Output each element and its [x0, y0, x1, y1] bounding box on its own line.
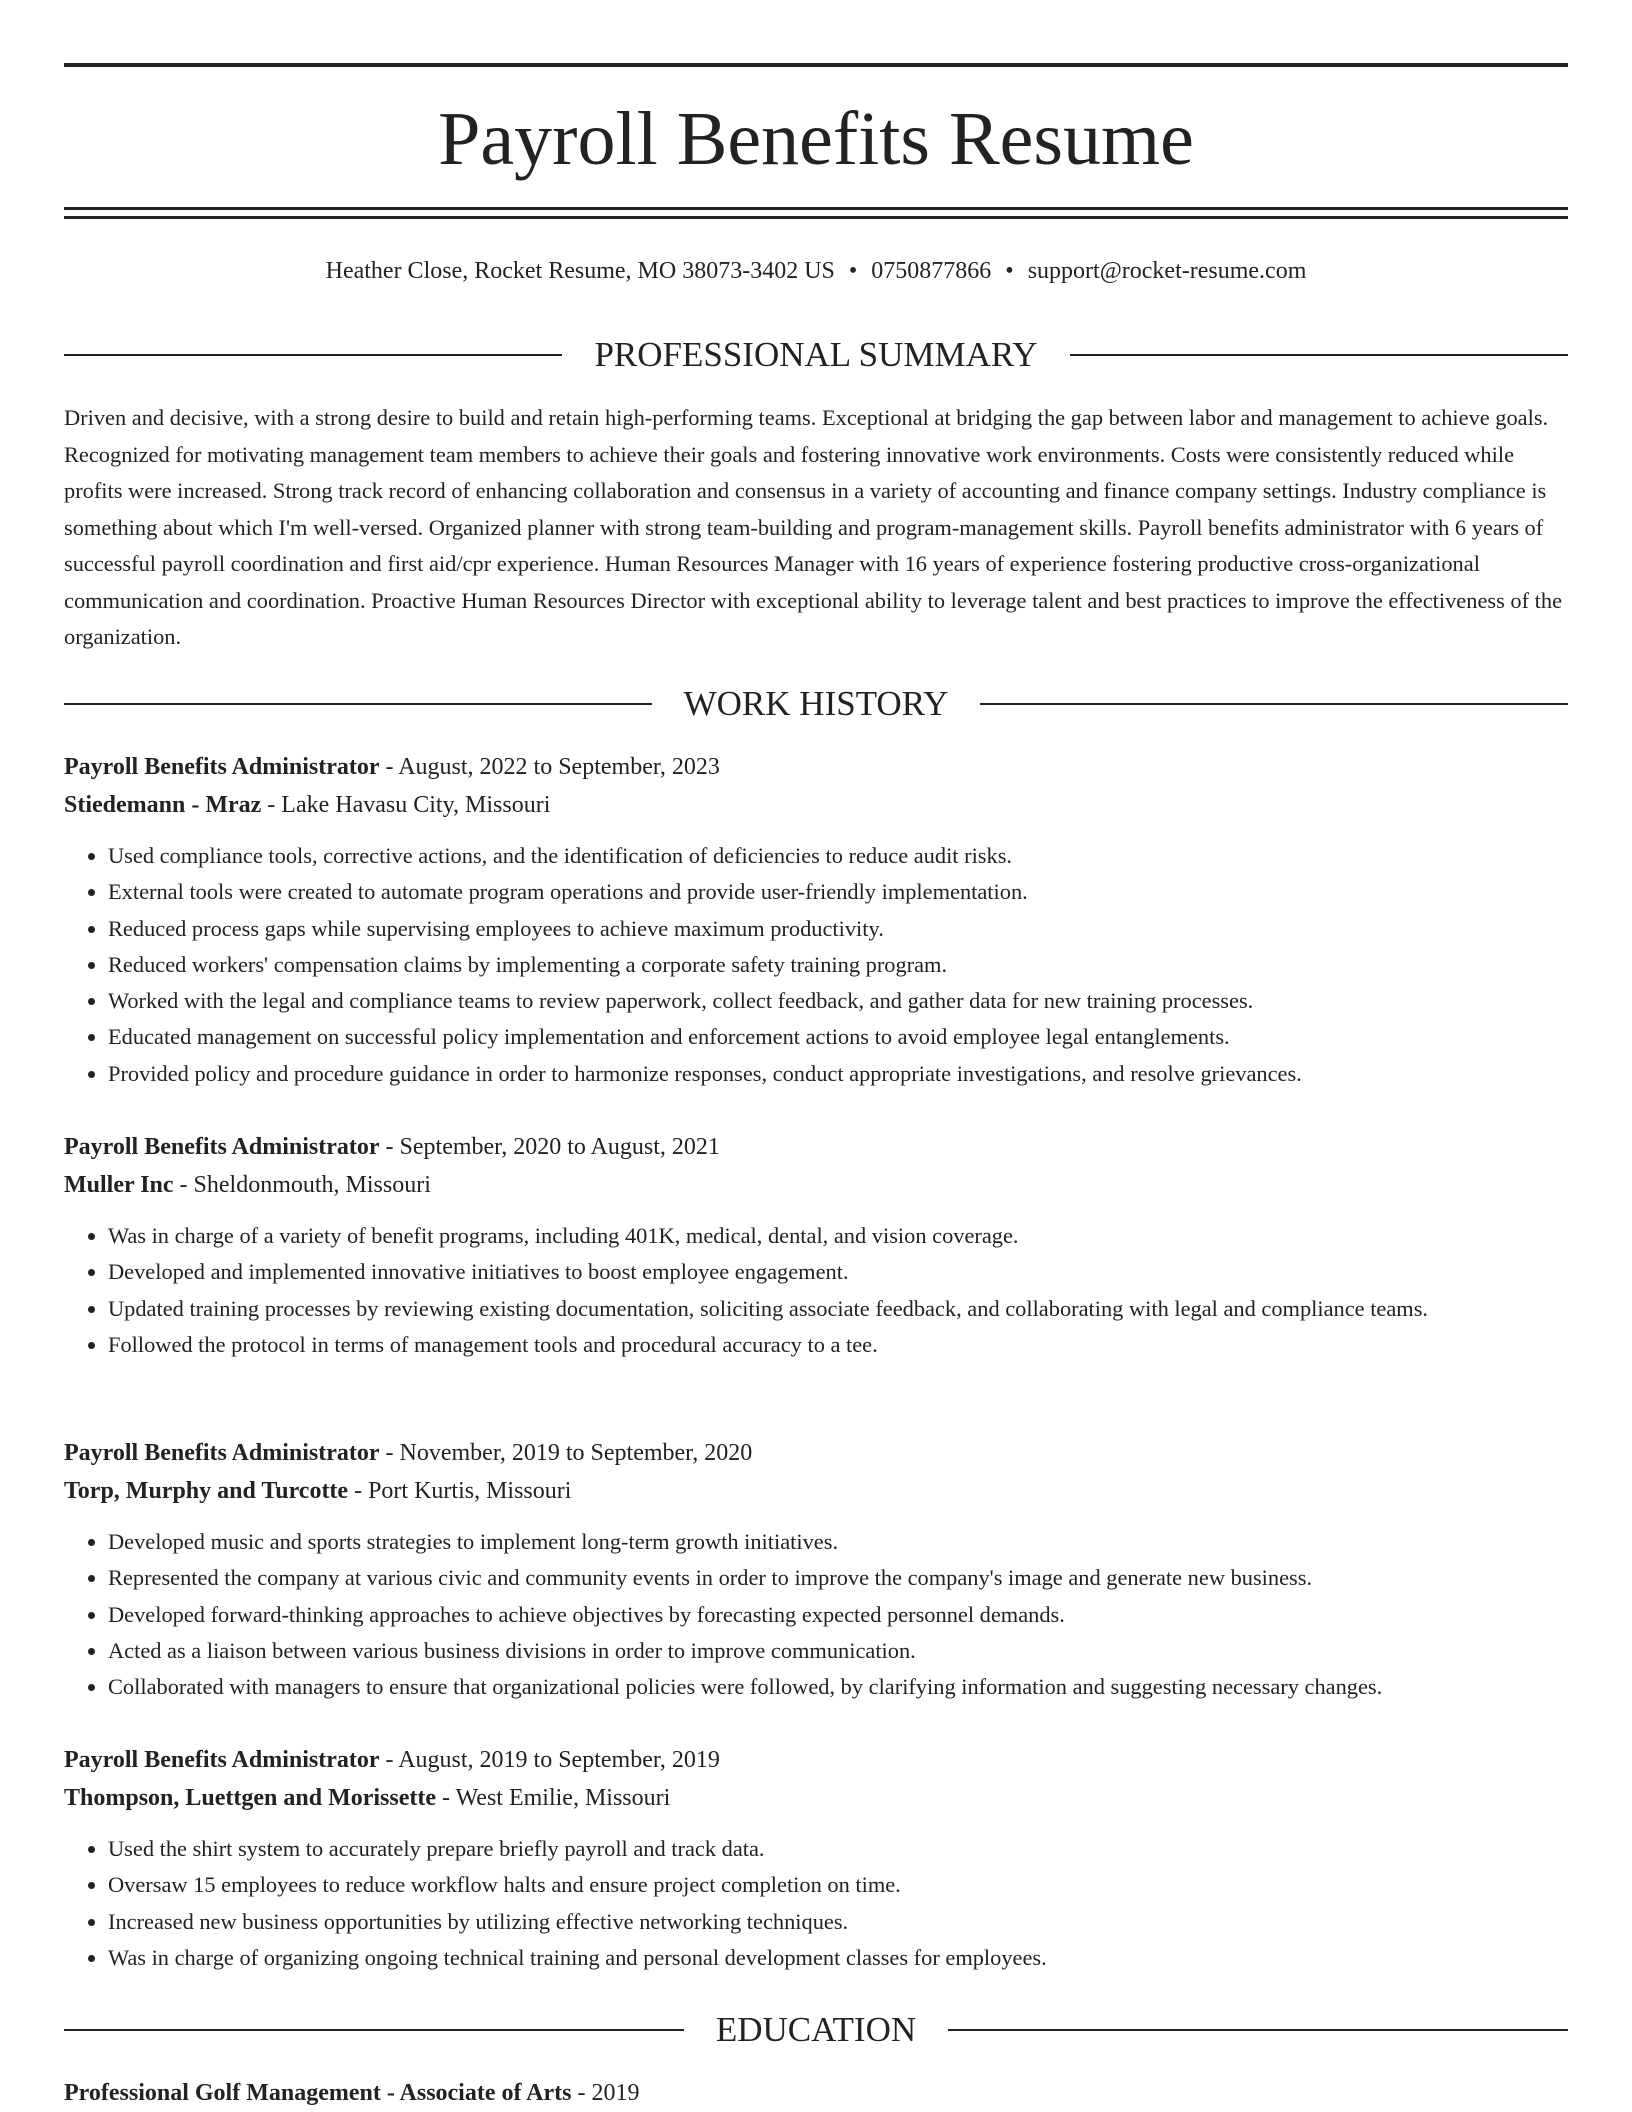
- job-location: - Lake Havasu City, Missouri: [261, 792, 551, 818]
- job-company-line: [64, 1779, 1568, 1817]
- list-item: • Represented the company at various civic and community events in order to improve the company's image and generate new business.: [108, 1560, 1568, 1596]
- heading-rule: [1070, 354, 1568, 356]
- list-item: • Reduced workers' compensation claims by implementing a corporate safety training program.: [108, 947, 1568, 983]
- job-title-line: [64, 1434, 1568, 1472]
- list-item: • Developed and implemented innovative initiatives to boost employee engagement.: [108, 1254, 1568, 1290]
- summary-paragraph: Driven and decisive, with a strong desire to build and retain high-performing teams. Exceptional at bridging the gap between labor and management to achieve goals. Recognized for motivating management team members to achieve their goals and fostering innovative work environments. Costs were consistently reduced while profits were increased. Strong track record of enhancing collaboration and consensus in a variety of accounting and finance company settings. Industry compliance is something about which I'm well-versed. Organized planner with strong team-building and program-management skills. Payroll benefits administrator with 6 years of successful payroll coordination and first aid/cpr experience. Human Resources Manager with 16 years of experience fostering productive cross-organizational communication and coordination. Proactive Human Resources Director with exceptional ability to leverage talent and best practices to improve the effectiveness of the organization.: [64, 405, 1563, 649]
- education-entry: [64, 2074, 1568, 2112]
- job-title: Payroll Benefits Administrator: [64, 1747, 380, 1773]
- job-entry: [64, 1128, 1568, 1363]
- contact-separator: •: [1005, 258, 1014, 284]
- job-bullets: [64, 1524, 1568, 1705]
- contact-phone: 0750877866: [871, 258, 992, 284]
- list-item: • Used the shirt system to accurately prepare briefly payroll and track data.: [108, 1831, 1568, 1867]
- heading-rule: [64, 703, 652, 705]
- section-title: EDUCATION: [715, 2010, 917, 2049]
- contact-email: support@rocket-resume.com: [1027, 258, 1307, 284]
- job-title: Payroll Benefits Administrator: [64, 754, 380, 780]
- list-item: • Developed forward-thinking approaches to achieve objectives by forecasting expected personnel demands.: [108, 1597, 1568, 1633]
- job-dates: - August, 2019 to September, 2019: [379, 1747, 720, 1773]
- job-title-line: [64, 748, 1568, 786]
- heading-rule: [64, 2029, 684, 2031]
- contact-separator: •: [848, 258, 858, 284]
- heading-rule: [64, 354, 562, 356]
- education-year: - 2019: [571, 2080, 640, 2106]
- list-item: • Developed music and sports strategies to implement long-term growth initiatives.: [108, 1524, 1568, 1560]
- job-title: Payroll Benefits Administrator: [64, 1134, 380, 1160]
- list-item: • Oversaw 15 employees to reduce workflow halts and ensure project completion on time.: [108, 1867, 1568, 1903]
- list-item: • Reduced process gaps while supervising employees to achieve maximum productivity.: [108, 911, 1568, 947]
- resume-title: Payroll Benefits Resume: [438, 97, 1194, 181]
- list-item: • Was in charge of organizing ongoing technical training and personal development classes for employees.: [108, 1940, 1568, 1976]
- job-dates: - September, 2020 to August, 2021: [379, 1134, 720, 1160]
- heading-rule: [948, 2029, 1568, 2031]
- job-company-line: [64, 1166, 1568, 1204]
- job-company: Stiedemann - Mraz: [64, 792, 262, 818]
- section-heading-summary: [64, 333, 1568, 377]
- heading-rule: [980, 703, 1568, 705]
- list-item: • External tools were created to automate program operations and provide user-friendly implementation.: [108, 874, 1568, 910]
- contact-line: [64, 254, 1568, 288]
- job-company: Torp, Murphy and Turcotte: [64, 1478, 349, 1504]
- top-rule: [64, 63, 1568, 67]
- job-company: Muller Inc: [64, 1172, 174, 1198]
- list-item: • Collaborated with managers to ensure that organizational policies were followed, by clarifying information and suggesting necessary changes.: [108, 1669, 1568, 1705]
- title-double-rule: [64, 207, 1568, 219]
- list-item: • Acted as a liaison between various business divisions in order to improve communication.: [108, 1633, 1568, 1669]
- list-item: • Followed the protocol in terms of management tools and procedural accuracy to a tee.: [108, 1327, 1568, 1363]
- list-item: • Used compliance tools, corrective actions, and the identification of deficiencies to reduce audit risks.: [108, 838, 1568, 874]
- job-bullets: [64, 1218, 1568, 1363]
- list-item: • Was in charge of a variety of benefit programs, including 401K, medical, dental, and vision coverage.: [108, 1218, 1568, 1254]
- job-location: - Port Kurtis, Missouri: [348, 1478, 572, 1504]
- list-item: • Increased new business opportunities by utilizing effective networking techniques.: [108, 1904, 1568, 1940]
- job-company: Thompson, Luettgen and Morissette: [64, 1785, 437, 1811]
- job-entry: [64, 748, 1568, 1092]
- job-location: - West Emilie, Missouri: [436, 1785, 671, 1811]
- section-title: PROFESSIONAL SUMMARY: [594, 335, 1038, 374]
- section-title: WORK HISTORY: [683, 684, 949, 723]
- job-dates: - November, 2019 to September, 2020: [379, 1440, 753, 1466]
- job-company-line: [64, 1472, 1568, 1510]
- list-item: • Educated management on successful policy implementation and enforcement actions to avoid employee legal entanglements.: [108, 1019, 1568, 1055]
- list-item: • Worked with the legal and compliance teams to review paperwork, collect feedback, and gather data for new training processes.: [108, 983, 1568, 1019]
- job-company-line: [64, 786, 1568, 824]
- list-item: • Updated training processes by reviewing existing documentation, soliciting associate feedback, and collaborating with legal and compliance teams.: [108, 1291, 1568, 1327]
- job-bullets: [64, 838, 1568, 1092]
- list-item: • Provided policy and procedure guidance in order to harmonize responses, conduct appropriate investigations, and resolve grievances.: [108, 1056, 1568, 1092]
- job-title: Payroll Benefits Administrator: [64, 1440, 380, 1466]
- job-location: - Sheldonmouth, Missouri: [173, 1172, 431, 1198]
- education-degree: Professional Golf Management - Associate of Arts: [64, 2080, 572, 2106]
- section-heading-education: [64, 2008, 1568, 2052]
- job-entry: [64, 1434, 1568, 1705]
- job-title-line: [64, 1128, 1568, 1166]
- job-title-line: [64, 1741, 1568, 1779]
- job-entry: [64, 1741, 1568, 1976]
- contact-address: Heather Close, Rocket Resume, MO 38073-3402 US: [325, 258, 835, 284]
- job-bullets: [64, 1831, 1568, 1976]
- job-dates: - August, 2022 to September, 2023: [379, 754, 720, 780]
- section-heading-work: [64, 682, 1568, 726]
